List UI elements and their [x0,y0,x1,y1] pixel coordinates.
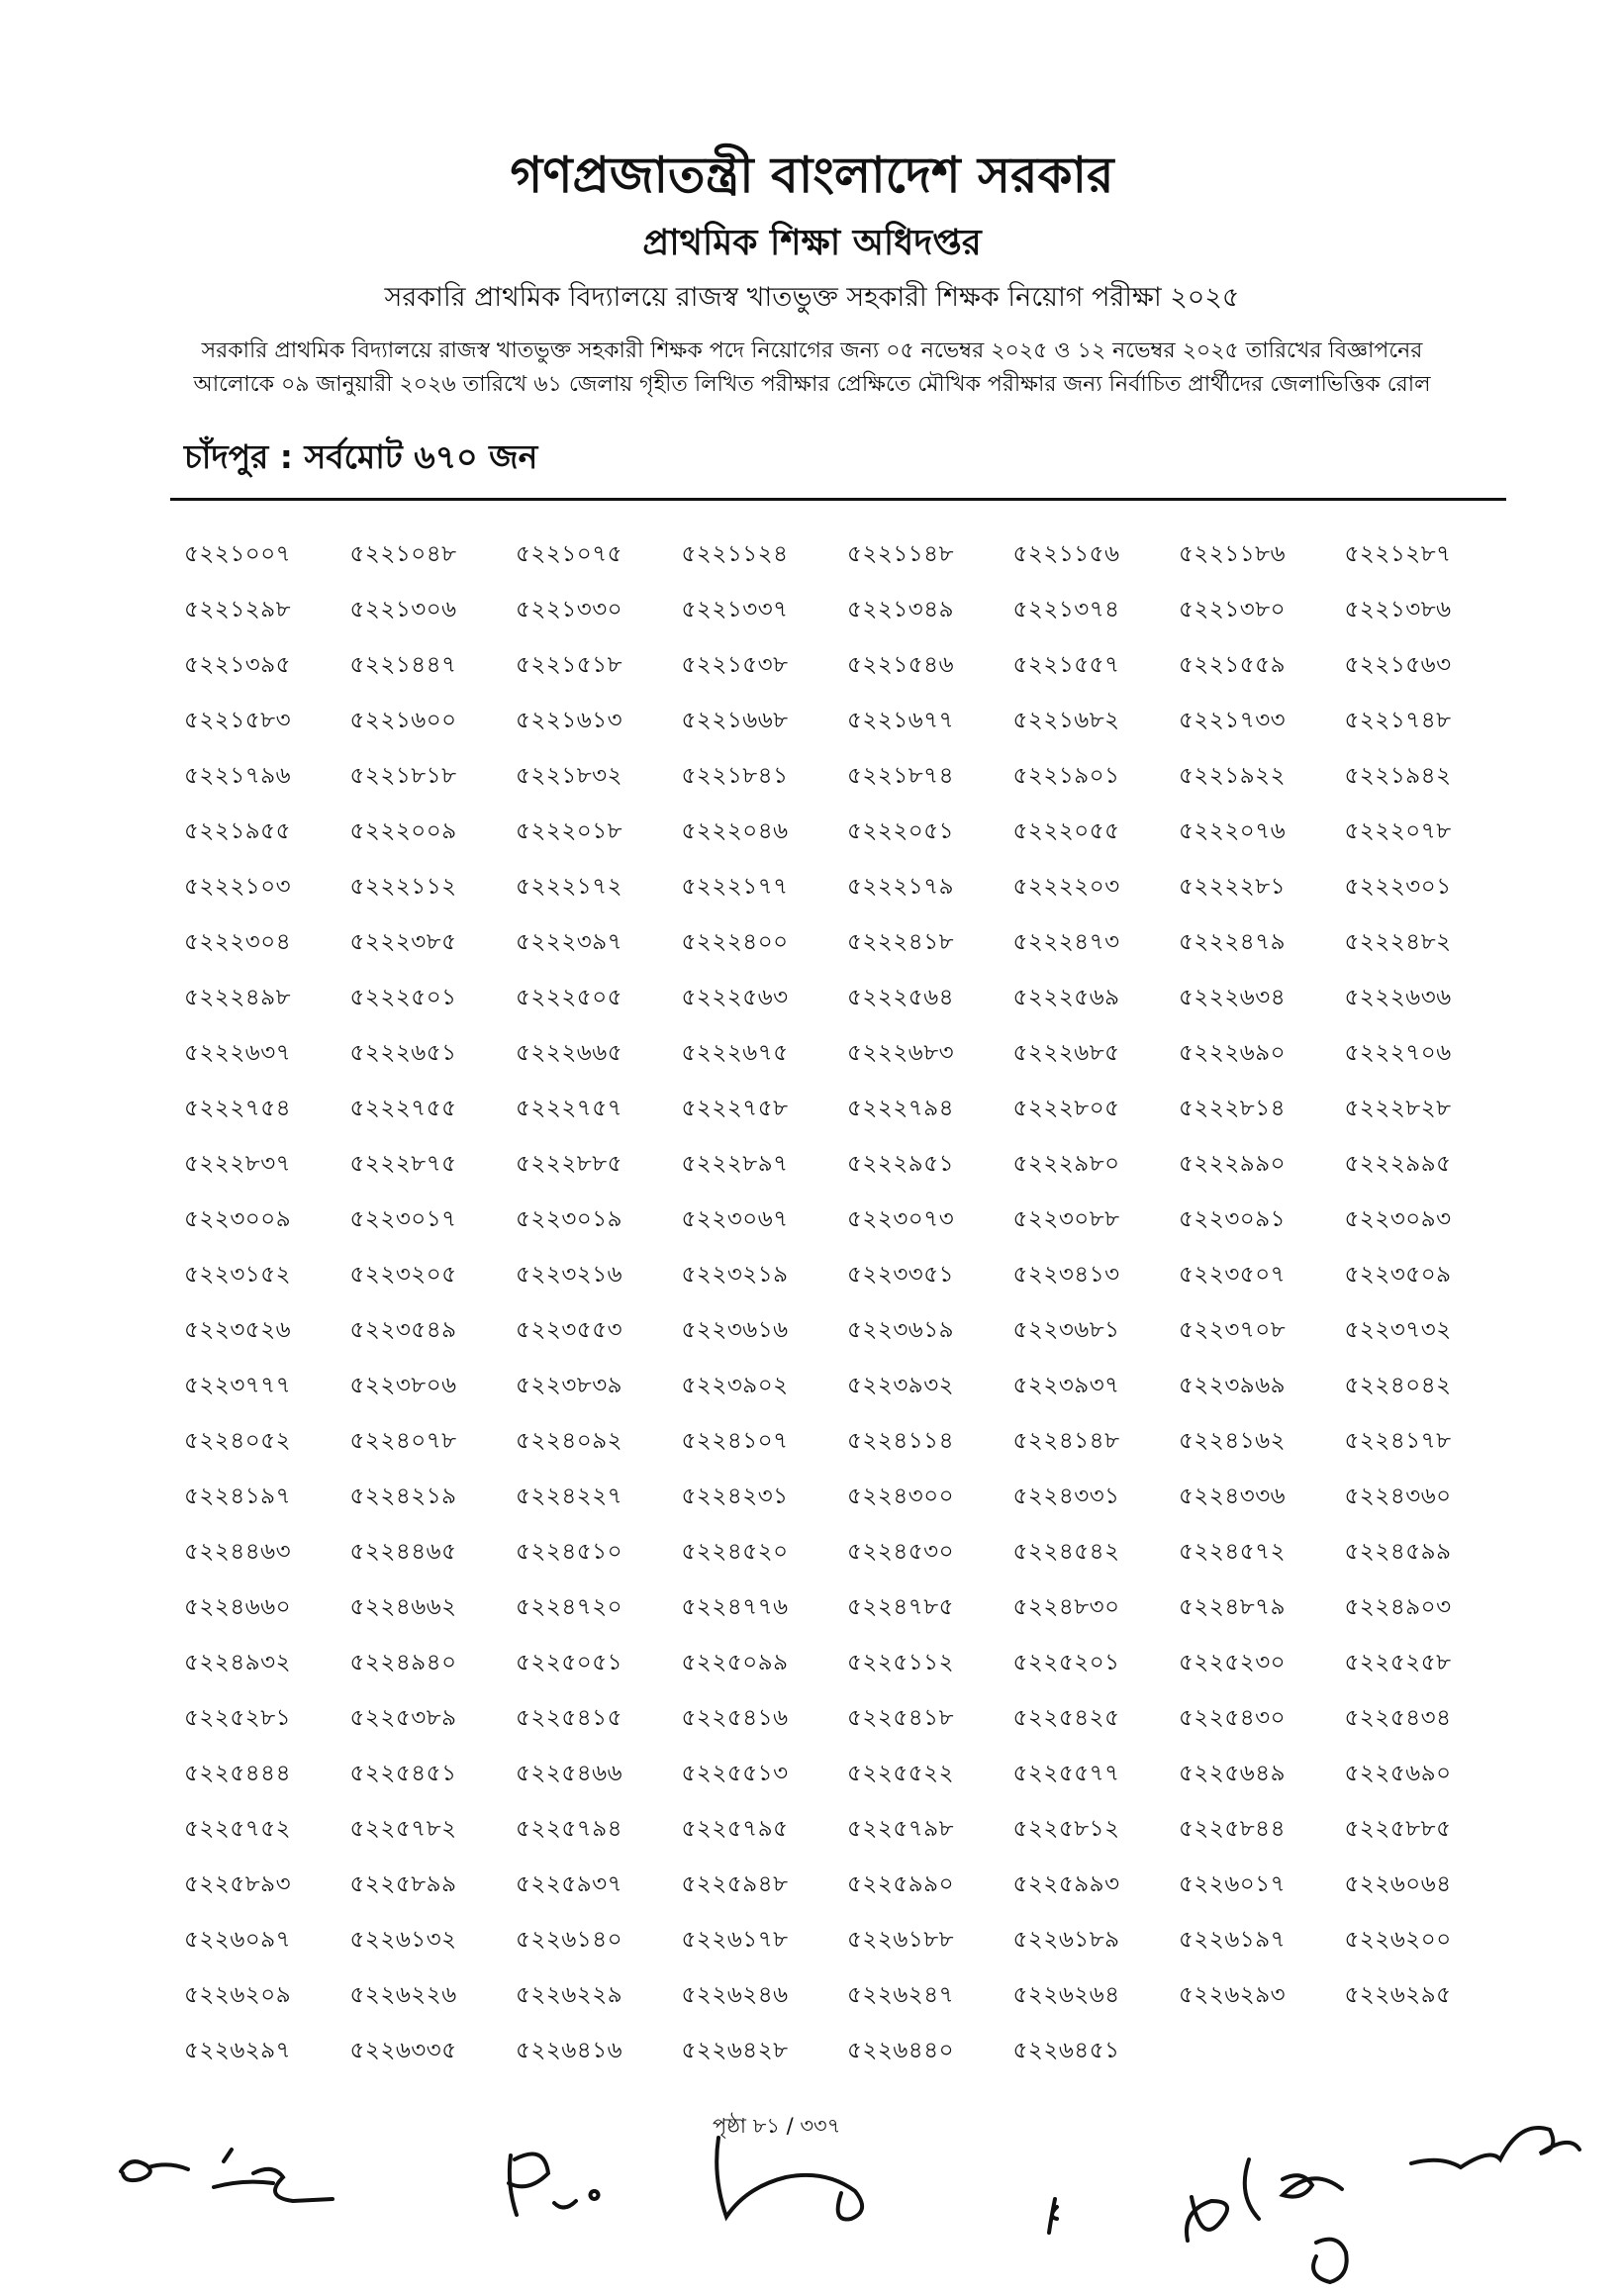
roll-number: ৫২২৩৮০৬ [349,1373,457,1398]
roll-number: ৫২২৪০৭৮ [349,1428,457,1454]
roll-number: ৫২২২৮০৫ [1012,1096,1120,1121]
roll-number: ৫২২৬১৪০ [516,1927,623,1953]
roll-number: ৫২২৬২২৬ [349,1982,457,2008]
roll-number: ৫২২৫৭৮২ [349,1816,457,1842]
notice-text [148,335,1476,402]
roll-number: ৫২২৪৫৪২ [1012,1539,1120,1565]
roll-number: ৫২২৩৮৩৯ [516,1373,623,1398]
roll-number: ৫২২৩২০৫ [349,1262,457,1288]
roll-number: ৫২২৫৪২৫ [1012,1705,1120,1731]
roll-number: ৫২২৪২১৯ [349,1483,457,1509]
roll-number: ৫২২২৬৬৫ [516,1040,623,1066]
roll-number: ৫২২২০৪৬ [681,818,789,844]
roll-number: ৫২২৫৯৪৮ [681,1871,789,1897]
roll-number: ৫২২২৬৩৭ [184,1040,292,1066]
roll-number: ৫২২৪৩৩৬ [1179,1483,1287,1509]
roll-number: ৫২২১৩৮৬ [1344,597,1452,622]
roll-number: ৫২২১৯৪২ [1344,763,1452,789]
roll-number: ৫২২১৩৭৪ [1012,597,1120,622]
roll-number: ৫২২২৭৫৫ [349,1096,457,1121]
roll-number: ৫২২১৬৮২ [1012,708,1120,733]
roll-number: ৫২২৩৫৪৯ [349,1317,457,1343]
roll-number: ৫২২৫৭৯৫ [681,1816,789,1842]
roll-number: ৫২২৪৩৬০ [1344,1483,1452,1509]
roll-number: ৫২২১১৮৬ [1179,541,1287,567]
exam-title: সরকারি প্রাথমিক বিদ্যালয়ে রাজস্ব খাতভুক্ত সহকারী শিক্ষক নিয়োগ পরীক্ষা ২০২৫ [384,282,1240,313]
roll-number: ৫২২৪১৭৮ [1344,1428,1452,1454]
roll-number: ৫২২২৭৯৪ [847,1096,955,1121]
roll-number: ৫২২২৩০৪ [184,929,292,955]
roll-number: ৫২২৫৮৯৯ [349,1871,457,1897]
roll-number: ৫২২২৫৬৪ [847,985,955,1010]
roll-number: ৫২২৫৫১৩ [681,1761,789,1786]
roll-number: ৫২২৫৪৩৪ [1344,1705,1452,1731]
roll-number: ৫২২৩১৫২ [184,1262,292,1288]
roll-number: ৫২২১৬০০ [349,708,457,733]
roll-number: ৫২২৬৪২৮ [681,2038,789,2063]
roll-number: ৫২২২১৭৯ [847,874,955,900]
roll-number: ৫২২৫২০১ [1012,1650,1120,1675]
roll-number: ৫২২১১২৪ [681,541,789,567]
roll-number: ৫২২১৮৪১ [681,763,789,789]
roll-number: ৫২২৫৪৪৪ [184,1761,292,1786]
roll-number: ৫২২১৭৪৮ [1344,708,1452,733]
roll-number: ৫২২৬২৯৫ [1344,1982,1452,2008]
roll-number: ৫২২১৫৮৩ [184,708,292,733]
roll-number: ৫২২২৩০১ [1344,874,1452,900]
roll-number: ৫২২৫৮৪৪ [1179,1816,1287,1842]
roll-number: ৫২২৬২৪৭ [847,1982,955,2008]
roll-number: ৫২২৩৫৫৩ [516,1317,623,1343]
roll-number: ৫২২২৬৭৫ [681,1040,789,1066]
roll-number: ৫২২২১৭৭ [681,874,789,900]
roll-number: ৫২২৬২২৯ [516,1982,623,2008]
roll-number: ৫২২২০৫৫ [1012,818,1120,844]
roll-number: ৫২২১০০৭ [184,541,292,567]
roll-number: ৫২২২৭৫৮ [681,1096,789,1121]
roll-number: ৫২২১৫৩৮ [681,652,789,678]
roll-number: ৫২২২৯৯০ [1179,1151,1287,1177]
roll-number: ৫২২২৪৭৩ [1012,929,1120,955]
signature-2 [509,2153,599,2215]
roll-number: ৫২২৫৭৯৮ [847,1816,955,1842]
roll-number: ৫২২৪০৯২ [516,1428,623,1454]
roll-number: ৫২২১৫৫৯ [1179,652,1287,678]
department-title: প্রাথমিক শিক্ষা অধিদপ্তর [642,223,982,263]
roll-number: ৫২২৬২৪৬ [681,1982,789,2008]
roll-number: ৫২২৪০৫২ [184,1428,292,1454]
roll-number: ৫২২২২০৩ [1012,874,1120,900]
roll-number: ৫২২৫২৮১ [184,1705,292,1731]
roll-number: ৫২২৩০৯১ [1179,1206,1287,1232]
roll-number: ৫২২১৮৭৪ [847,763,955,789]
roll-number: ৫২২৩০১৭ [349,1206,457,1232]
roll-number: ৫২২৩৭০৮ [1179,1317,1287,1343]
roll-number: ৫২২৩৬১৯ [847,1317,955,1343]
roll-number: ৫২২১৩৪৯ [847,597,955,622]
roll-number: ৫২২১৩৮০ [1179,597,1287,622]
roll-number: ৫২২১৫১৮ [516,652,623,678]
roll-number: ৫২২৫৬৯০ [1344,1761,1452,1786]
government-title: গণপ্রজাতন্ত্রী বাংলাদেশ সরকার [510,146,1114,204]
roll-number: ৫২২৫৫৭৭ [1012,1761,1120,1786]
roll-number: ৫২২৪৬৬২ [349,1594,457,1620]
roll-number: ৫২২৬৪৪০ [847,2038,955,2063]
roll-number: ৫২২৫২৫৮ [1344,1650,1452,1675]
roll-number: ৫২২৪৮৩০ [1012,1594,1120,1620]
roll-number: ৫২২৪১৬২ [1179,1428,1287,1454]
roll-number: ৫২২৩৭৭৭ [184,1373,292,1398]
roll-number: ৫২২২৯৮০ [1012,1151,1120,1177]
roll-number: ৫২২৫১১২ [847,1650,955,1675]
roll-number: ৫২২১৩০৬ [349,597,457,622]
roll-number: ৫২২৬২৬৪ [1012,1982,1120,2008]
roll-number: ৫২২৪৭৭৬ [681,1594,789,1620]
signature-1 [121,2150,333,2201]
roll-number: ৫২২২৬৫১ [349,1040,457,1066]
roll-number: ৫২২৪৭২০ [516,1594,623,1620]
roll-number: ৫২২১৪৪৭ [349,652,457,678]
roll-number: ৫২২৪৩৩১ [1012,1483,1120,1509]
roll-number: ৫২২১৩৯৫ [184,652,292,678]
roll-number: ৫২২৫৭৯৪ [516,1816,623,1842]
roll-number: ৫২২৩০৭৩ [847,1206,955,1232]
roll-number: ৫২২২৬৮৩ [847,1040,955,1066]
roll-number: ৫২২৪২২৭ [516,1483,623,1509]
roll-number: ৫২২৪০৪২ [1344,1373,1452,1398]
roll-number: ৫২২২৪৮২ [1344,929,1452,955]
roll-number: ৫২২১৬১৩ [516,708,623,733]
roll-number: ৫২২৪৫৯৯ [1344,1539,1452,1565]
roll-number: ৫২২৫৪১৬ [681,1705,789,1731]
roll-number: ৫২২১০৭৫ [516,541,623,567]
roll-number: ৫২২২১৭২ [516,874,623,900]
roll-number: ৫২২১৯৫৫ [184,818,292,844]
roll-number: ৫২২২৭৫৪ [184,1096,292,1121]
roll-number: ৫২২৬১৮৮ [847,1927,955,1953]
roll-number: ৫২২৬২৯৭ [184,2038,292,2063]
roll-number: ৫২২৩৯৩৭ [1012,1373,1120,1398]
roll-number: ৫২২৩৯০২ [681,1373,789,1398]
roll-number: ৫২২৫৯৯৩ [1012,1871,1120,1897]
roll-number: ৫২২২০৫১ [847,818,955,844]
roll-number: ৫২২১৫৬৩ [1344,652,1452,678]
roll-number: ৫২২২৪৭৯ [1179,929,1287,955]
roll-number: ৫২২৩৩৫১ [847,1262,955,1288]
roll-number: ৫২২২৮৭৫ [349,1151,457,1177]
roll-number: ৫২২২০৭৮ [1344,818,1452,844]
roll-number: ৫২২১৮১৮ [349,763,457,789]
roll-number: ৫২২৩৭৩২ [1344,1317,1452,1343]
roll-number: ৫২২২৬৩৪ [1179,985,1287,1010]
roll-number: ৫২২৬১৩২ [349,1927,457,1953]
roll-number: ৫২২৫৪১৮ [847,1705,955,1731]
roll-number: ৫২২৩০০৯ [184,1206,292,1232]
roll-number: ৫২২৩৬১৬ [681,1317,789,1343]
roll-number: ৫২২১৯০১ [1012,763,1120,789]
roll-number: ৫২২২৫৬৯ [1012,985,1120,1010]
roll-number: ৫২২৬৪৫১ [1012,2038,1120,2063]
roll-number: ৫২২২৯৯৫ [1344,1151,1452,1177]
roll-number: ৫২২১৩৩৭ [681,597,789,622]
roll-number: ৫২২৩৯৬৯ [1179,1373,1287,1398]
roll-number: ৫২২২৩৮৫ [349,929,457,955]
roll-number: ৫২২৩৪১৩ [1012,1262,1120,1288]
roll-number: ৫২২৫৪১৫ [516,1705,623,1731]
roll-number: ৫২২৬২০০ [1344,1927,1452,1953]
roll-number: ৫২২১৬৬৮ [681,708,789,733]
roll-number: ৫২২৪৮৭৯ [1179,1594,1287,1620]
roll-number: ৫২২২২৮১ [1179,874,1287,900]
roll-number: ৫২২৫৩৮৯ [349,1705,457,1731]
roll-number: ৫২২৩০৬৭ [681,1206,789,1232]
roll-number: ৫২২২৫০৫ [516,985,623,1010]
roll-number: ৫২২৫৭৫২ [184,1816,292,1842]
roll-number: ৫২২৬০১৭ [1179,1871,1287,1897]
roll-number: ৫২২২০০৯ [349,818,457,844]
roll-number: ৫২২২১০৩ [184,874,292,900]
roll-number: ৫২২৩০১৯ [516,1206,623,1232]
roll-number: ৫২২৩৫০৭ [1179,1262,1287,1288]
roll-number: ৫২২৬২০৯ [184,1982,292,2008]
roll-number: ৫২২১৯২২ [1179,763,1287,789]
roll-number: ৫২২১৬৭৭ [847,708,955,733]
signature-7 [1411,2128,1579,2167]
roll-number: ৫২২৫০৫১ [516,1650,623,1675]
roll-number: ৫২২৩৫০৯ [1344,1262,1452,1288]
roll-number: ৫২২৪৯০৩ [1344,1594,1452,1620]
roll-number: ৫২২১৩৩০ [516,597,623,622]
roll-number: ৫২২৫৪৬৬ [516,1761,623,1786]
roll-number: ৫২২৫৮১২ [1012,1816,1120,1842]
roll-number: ৫২২২৪১৮ [847,929,955,955]
roll-number: ৫২২১৫৫৭ [1012,652,1120,678]
signature-4 [1049,2199,1057,2233]
roll-number: ৫২২৪৬৬০ [184,1594,292,1620]
roll-number: ৫২২১৫৪৬ [847,652,955,678]
roll-number: ৫২২৪৪৬৫ [349,1539,457,1565]
roll-number: ৫২২২৭৫৭ [516,1096,623,1121]
roll-number: ৫২২১২৮৭ [1344,541,1452,567]
roll-number: ৫২২২৬৮৫ [1012,1040,1120,1066]
roll-number: ৫২২৫০৯৯ [681,1650,789,1675]
roll-number: ৫২২৪৯৩২ [184,1650,292,1675]
roll-number: ৫২২২৫৬৩ [681,985,789,1010]
roll-number: ৫২২৬৩৩৫ [349,2038,457,2063]
roll-number: ৫২২৪৯৪০ [349,1650,457,1675]
roll-number: ৫২২২১১২ [349,874,457,900]
roll-number: ৫২২৫৮৯৩ [184,1871,292,1897]
roll-number: ৫২২২৫০১ [349,985,457,1010]
roll-number: ৫২২৪৭৮৫ [847,1594,955,1620]
roll-number: ৫২২১১৫৬ [1012,541,1120,567]
roll-number: ৫২২৪৫১০ [516,1539,623,1565]
roll-number: ৫২২৪৪৬৩ [184,1539,292,1565]
roll-number: ৫২২১১৪৮ [847,541,955,567]
roll-number: ৫২২৩৯৩২ [847,1373,955,1398]
roll-number: ৫২২২৬৩৬ [1344,985,1452,1010]
roll-number: ৫২২৬২৯৩ [1179,1982,1287,2008]
roll-number: ৫২২৪৫৩০ [847,1539,955,1565]
roll-number: ৫২২২৮৮৫ [516,1151,623,1177]
signature-5 [1187,2159,1259,2241]
roll-number: ৫২২৪১১৪ [847,1428,955,1454]
roll-number: ৫২২২০১৮ [516,818,623,844]
roll-number: ৫২২৫৪৫১ [349,1761,457,1786]
divider-line [170,498,1506,501]
roll-number: ৫২২২৮২৮ [1344,1096,1452,1121]
roll-number: ৫২২৩৫২৬ [184,1317,292,1343]
roll-number: ৫২২১০৪৮ [349,541,457,567]
roll-number: ৫২২৬১৯৭ [1179,1927,1287,1953]
roll-number: ৫২২২৮৩৭ [184,1151,292,1177]
roll-number: ৫২২৪৫২০ [681,1539,789,1565]
roll-number: ৫২২৬১৭৮ [681,1927,789,1953]
roll-number: ৫২২৫২৩০ [1179,1650,1287,1675]
roll-number: ৫২২৩০৮৮ [1012,1206,1120,1232]
roll-number: ৫২২২৪০০ [681,929,789,955]
signature-3 [716,2138,862,2219]
roll-number: ৫২২১২৯৮ [184,597,292,622]
roll-number: ৫২২৩২১৯ [681,1262,789,1288]
roll-number: ৫২২২৬৯০ [1179,1040,1287,1066]
roll-number: ৫২২৪২৩১ [681,1483,789,1509]
roll-number-list [184,534,1510,2086]
roll-number: ৫২২৩৬৮১ [1012,1317,1120,1343]
roll-number: ৫২২৪৫৭২ [1179,1539,1287,1565]
roll-number: ৫২২৬০৯৭ [184,1927,292,1953]
roll-number: ৫২২৬১৮৯ [1012,1927,1120,1953]
roll-number: ৫২২২৯৫১ [847,1151,955,1177]
roll-number: ৫২২২৭০৬ [1344,1040,1452,1066]
roll-number: ৫২২১৮৩২ [516,763,623,789]
roll-number: ৫২২৬০৬৪ [1344,1871,1452,1897]
roll-number: ৫২২১৭৯৬ [184,763,292,789]
roll-number: ৫২২১৭৩৩ [1179,708,1287,733]
roll-number: ৫২২৫৬৪৯ [1179,1761,1287,1786]
roll-number: ৫২২৩২১৬ [516,1262,623,1288]
roll-number: ৫২২৪১৪৮ [1012,1428,1120,1454]
roll-number: ৫২২৫৫২২ [847,1761,955,1786]
roll-number: ৫২২৫৪৩০ [1179,1705,1287,1731]
roll-number: ৫২২৪১০৭ [681,1428,789,1454]
roll-number: ৫২২২০৭৬ [1179,818,1287,844]
roll-number: ৫২২২৮৯৭ [681,1151,789,1177]
roll-number: ৫২২৫৮৮৫ [1344,1816,1452,1842]
roll-number: ৫২২৪১৯৭ [184,1483,292,1509]
notice-line-2: আলোকে ০৯ জানুয়ারী ২০২৬ তারিখে ৬১ জেলায় গৃহীত লিখিত পরীক্ষার প্রেক্ষিতে মৌখিক পরীক্ষার জন্য নির্বাচিত প্রার্থীদের জেলাভিত্তিক রোল [193,372,1431,397]
signature-6 [1283,2175,1347,2282]
page-number: পৃষ্ঠা ৮১ / ৩৩৭ [713,2114,841,2138]
roll-number: ৫২২২৪৯৮ [184,985,292,1010]
roll-number: ৫২২৬৪১৬ [516,2038,623,2063]
roll-number: ৫২২৪৩০০ [847,1483,955,1509]
roll-number: ৫২২৩০৯৩ [1344,1206,1452,1232]
roll-number: ৫২২৫৯৩৭ [516,1871,623,1897]
roll-number: ৫২২২৮১৪ [1179,1096,1287,1121]
notice-line-1: সরকারি প্রাথমিক বিদ্যালয়ে রাজস্ব খাতভুক্ত সহকারী শিক্ষক পদে নিয়োগের জন্য ০৫ নভেম্বর ২০২৫ ও ১২ নভেম্বর ২০২৫ তারিখের বিজ্ঞাপনের [201,338,1423,363]
roll-number: ৫২২২৩৯৭ [516,929,623,955]
roll-number: ৫২২৫৯৯০ [847,1871,955,1897]
district-heading: চাঁদপুর : সর্বমোট ৬৭০ জন [184,437,538,476]
